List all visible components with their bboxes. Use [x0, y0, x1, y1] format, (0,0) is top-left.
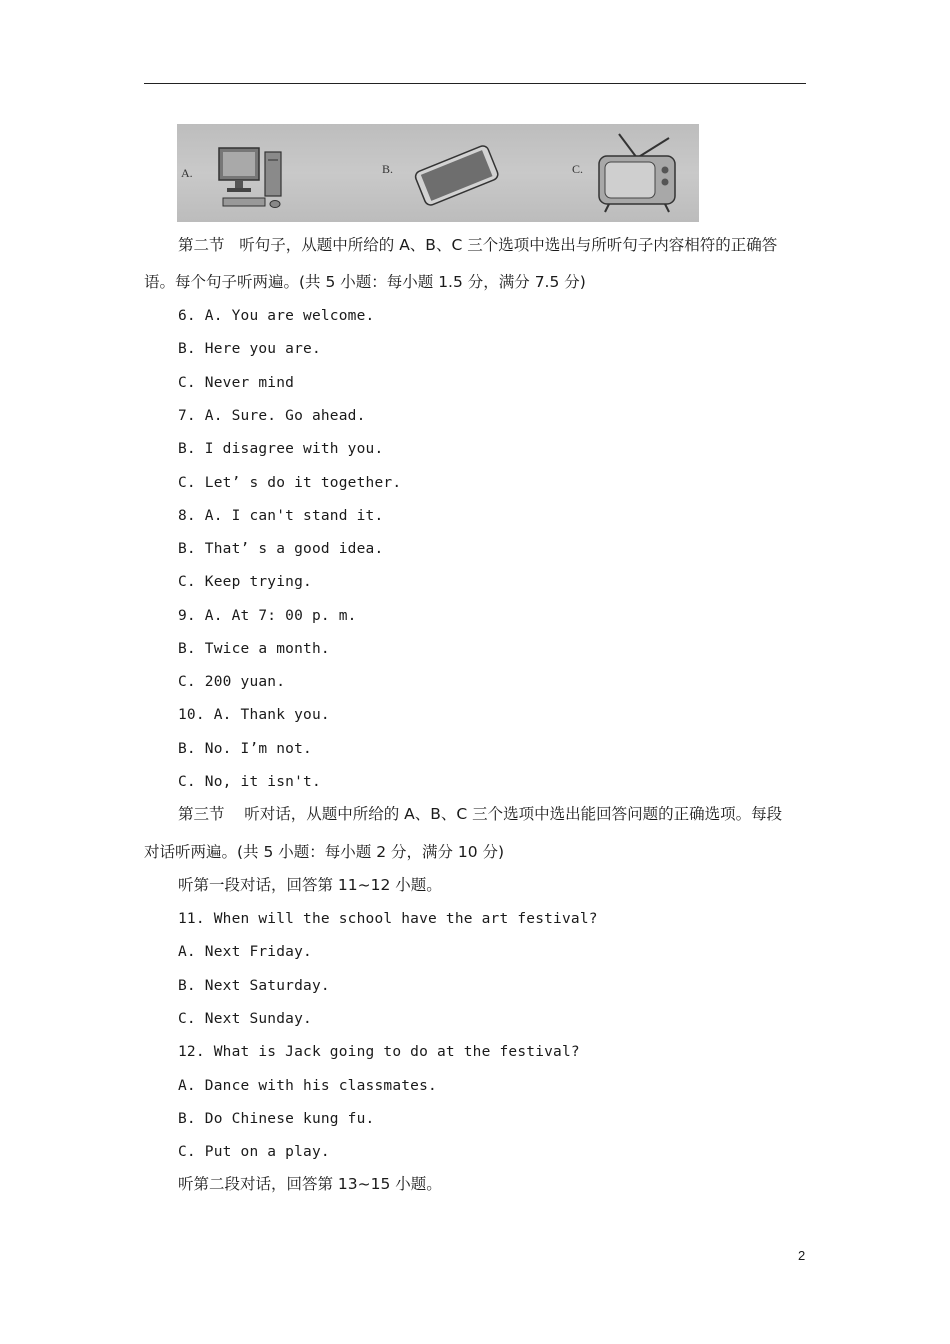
- question-11-option-a: A. Next Friday.: [178, 944, 312, 960]
- picture-label-c: C.: [572, 162, 584, 176]
- dialog-1-intro: 听第一段对话，回答第 11~12 小题。: [178, 876, 442, 894]
- question-6-option-a: 6. A. You are welcome.: [178, 308, 375, 324]
- question-9-option-a: 9. A. At 7: 00 p. m.: [178, 608, 357, 624]
- question-11-option-c: C. Next Sunday.: [178, 1011, 312, 1027]
- question-8-option-b: B. That’ s a good idea.: [178, 541, 384, 557]
- listening-picture-options: [177, 124, 699, 222]
- smartphone-icon: [405, 138, 505, 210]
- question-10-option-a: 10. A. Thank you.: [178, 707, 330, 723]
- dialog-2-intro: 听第二段对话，回答第 13~15 小题。: [178, 1175, 442, 1193]
- question-11-option-b: B. Next Saturday.: [178, 978, 330, 994]
- header-rule: [144, 83, 806, 84]
- page-number: 2: [798, 1248, 806, 1263]
- section2-instructions: 语。每个句子听两遍。(共 5 小题：每小题 1.5 分，满分 7.5 分): [144, 273, 586, 291]
- section2-heading: 第二节 听句子，从题中所给的 A、B、C 三个选项中选出与所听句子内容相符的正确答: [178, 236, 778, 254]
- question-8-option-a: 8. A. I can't stand it.: [178, 508, 384, 524]
- question-6-option-c: C. Never mind: [178, 375, 295, 391]
- question-10-option-b: B. No. I’m not.: [178, 741, 312, 757]
- question-9-option-b: B. Twice a month.: [178, 641, 330, 657]
- question-12-option-c: C. Put on a play.: [178, 1144, 330, 1160]
- question-12-option-a: A. Dance with his classmates.: [178, 1078, 437, 1094]
- question-7-option-a: 7. A. Sure. Go ahead.: [178, 408, 366, 424]
- question-9-option-c: C. 200 yuan.: [178, 674, 286, 690]
- question-12: 12. What is Jack going to do at the festival?: [178, 1044, 580, 1060]
- television-icon: [593, 128, 683, 216]
- desktop-computer-icon: [213, 142, 293, 214]
- question-6-option-b: B. Here you are.: [178, 341, 321, 357]
- section3-instructions: 对话听两遍。(共 5 小题：每小题 2 分，满分 10 分): [144, 843, 505, 861]
- picture-label-b: B.: [382, 162, 394, 176]
- question-12-option-b: B. Do Chinese kung fu.: [178, 1111, 375, 1127]
- question-10-option-c: C. No, it isn't.: [178, 774, 321, 790]
- question-11: 11. When will the school have the art festival?: [178, 911, 598, 927]
- question-7-option-c: C. Let’ s do it together.: [178, 475, 402, 491]
- picture-label-a: A.: [181, 166, 193, 180]
- question-8-option-c: C. Keep trying.: [178, 574, 312, 590]
- section3-heading: 第三节 听对话，从题中所给的 A、B、C 三个选项中选出能回答问题的正确选项。每段: [178, 805, 783, 823]
- question-7-option-b: B. I disagree with you.: [178, 441, 384, 457]
